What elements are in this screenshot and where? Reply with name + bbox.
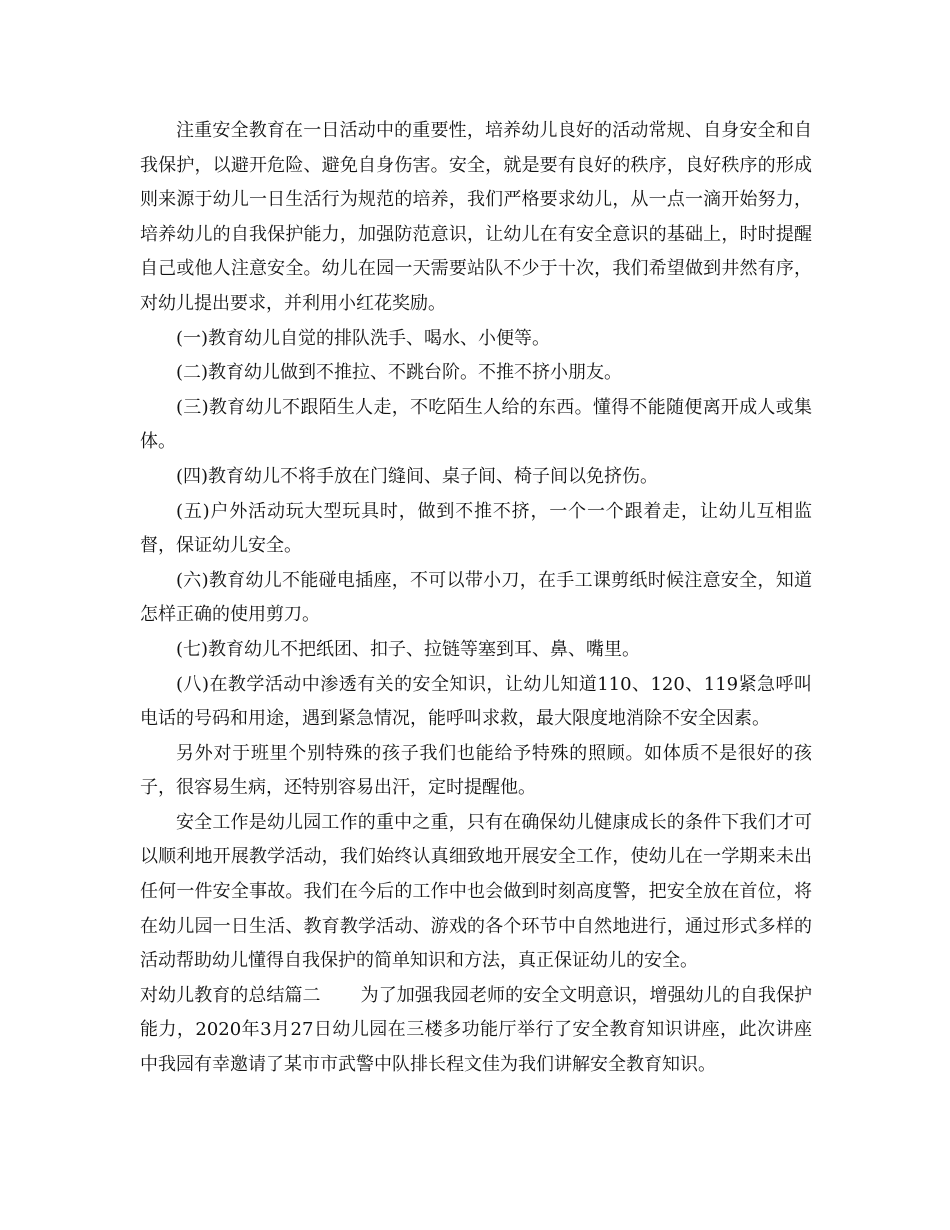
document-body	[140, 114, 812, 1083]
paragraph-special-care: 另外对于班里个别特殊的孩子我们也能给予特殊的照顾。如体质不是很好的孩子，很容易生病，还特别容易出汗，定时提醒他。	[140, 742, 812, 799]
section-two	[140, 979, 812, 1083]
paragraph-intro: 注重安全教育在一日活动中的重要性，培养幼儿良好的活动常规、自身安全和自我保护，以避开危险、避免自身伤害。安全，就是要有良好的秩序，良好秩序的形成则来源于幼儿一日生活行为规范的培养，我们严格要求幼儿，从一点一滴开始努力，培养幼儿的自我保护能力，加强防范意识，让幼儿在有安全意识的基础上，时时提醒自己或他人注意安全。幼儿在园一天需要站队不少于十次，我们希望做到井然有序，对幼儿提出要求，并利用小红花奖励。	[140, 120, 812, 314]
section-body: 为了加强我园老师的安全文明意识，增强幼儿的自我保护能力，2020年3月27日幼儿园在三楼多功能厅举行了安全教育知识讲座，此次讲座中我园有幸邀请了某市市武警中队排长程文佳为我们讲解安全教育知识。	[140, 984, 813, 1076]
list-item-2: (二)教育幼儿做到不推拉、不跳台阶。不推不挤小朋友。	[176, 362, 623, 384]
list-item-4: (四)教育幼儿不将手放在门缝间、桌子间、椅子间以免挤伤。	[176, 465, 659, 487]
list-item-1: (一)教育幼儿自觉的排队洗手、喝水、小便等。	[176, 327, 551, 349]
list-item-3: (三)教育幼儿不跟陌生人走，不吃陌生人给的东西。懂得不能随便离开成人或集体。	[140, 396, 812, 453]
list-item-7: (七)教育幼儿不把纸团、扣子、拉链等塞到耳、鼻、嘴里。	[176, 638, 641, 660]
list-item-5: (五)户外活动玩大型玩具时，做到不推不挤，一个一个跟着走，让幼儿互相监督，保证幼儿安全。	[140, 500, 812, 557]
list-item-8: (八)在教学活动中渗透有关的安全知识，让幼儿知道110、120、119紧急呼叫电话的号码和用途，遇到紧急情况，能呼叫求救，最大限度地消除不安全因素。	[140, 673, 812, 730]
section-title: 对幼儿教育的总结篇二	[140, 984, 321, 1006]
paragraph-conclusion: 安全工作是幼儿园工作的重中之重，只有在确保幼儿健康成长的条件下我们才可以顺利地开展教学活动，我们始终认真细致地开展安全工作，使幼儿在一学期来未出任何一件安全事故。我们在今后的工作中也会做到时刻高度警，把安全放在首位，将在幼儿园一日生活、教育教学活动、游戏的各个环节中自然地进行，通过形式多样的活动帮助幼儿懂得自我保护的简单知识和方法，真正保证幼儿的安全。	[140, 811, 812, 972]
list-item-6: (六)教育幼儿不能碰电插座，不可以带小刀，在手工课剪纸时候注意安全，知道怎样正确的使用剪刀。	[140, 569, 812, 626]
